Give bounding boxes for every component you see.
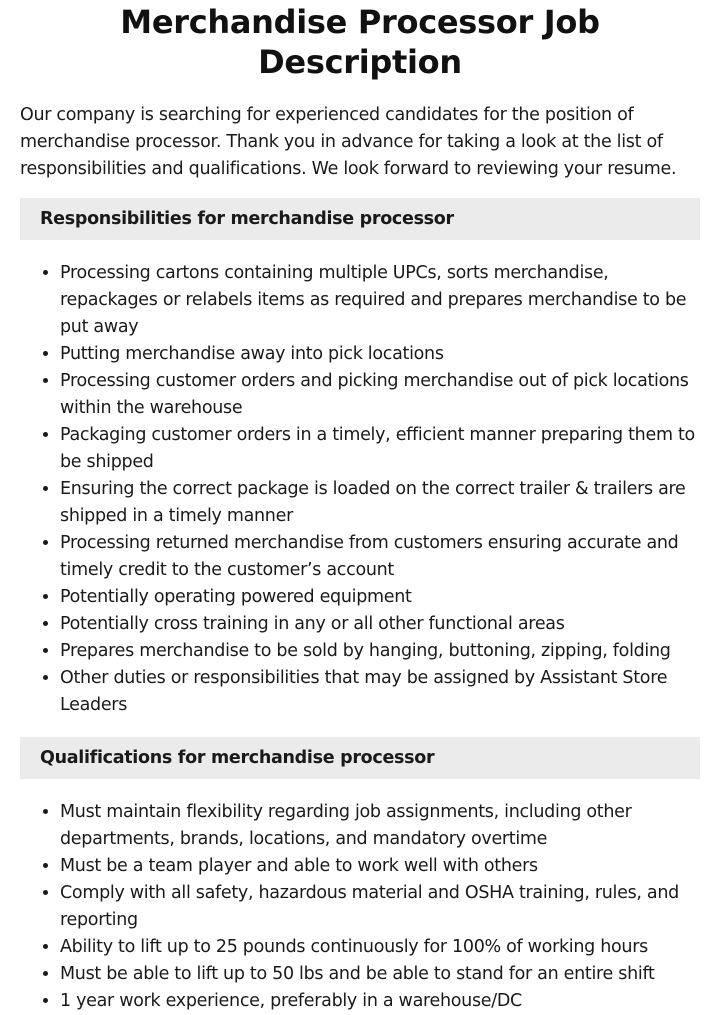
list-item: • 1 year work experience, preferably in a warehouse/DC <box>60 988 700 1015</box>
list-item: • Packaging customer orders in a timely, efficient manner preparing them to be shipped <box>60 422 700 476</box>
list-item: • Comply with all safety, hazardous material and OSHA training, rules, and reporting <box>60 880 700 934</box>
responsibilities-list <box>20 260 700 719</box>
qualifications-heading: Qualifications for merchandise processor <box>20 737 700 779</box>
list-item: • Ability to lift up to 25 pounds continuously for 100% of working hours <box>60 934 700 961</box>
intro-paragraph: Our company is searching for experienced candidates for the position of merchandise processor. Thank you in advance for taking a look at the list of responsibilities and qualifications. We look forward to reviewing your resume. <box>20 105 677 179</box>
list-item: • Processing returned merchandise from customers ensuring accurate and timely credit to the customer’s account <box>60 530 700 584</box>
list-item: • Must be able to lift up to 50 lbs and be able to stand for an entire shift <box>60 961 700 988</box>
list-item: • Ensuring the correct package is loaded on the correct trailer & trailers are shipped in a timely manner <box>60 476 700 530</box>
list-item: • Putting merchandise away into pick locations <box>60 341 700 368</box>
responsibilities-heading: Responsibilities for merchandise processor <box>20 198 700 240</box>
list-item: • Prepares merchandise to be sold by hanging, buttoning, zipping, folding <box>60 638 700 665</box>
list-item: • Must maintain flexibility regarding job assignments, including other departments, brands, locations, and mandatory overtime <box>60 799 700 853</box>
list-item: • Processing cartons containing multiple UPCs, sorts merchandise, repackages or relabels items as required and prepares merchandise to be put away <box>60 260 700 341</box>
list-item: • Potentially operating powered equipment <box>60 584 700 611</box>
page-title: Merchandise Processor Job Description <box>120 3 600 81</box>
list-item: • Potentially cross training in any or all other functional areas <box>60 611 700 638</box>
qualifications-list <box>20 799 700 1015</box>
list-item: • Must be a team player and able to work well with others <box>60 853 700 880</box>
list-item: • Other duties or responsibilities that may be assigned by Assistant Store Leaders <box>60 665 700 719</box>
list-item: • Processing customer orders and picking merchandise out of pick locations within the warehouse <box>60 368 700 422</box>
